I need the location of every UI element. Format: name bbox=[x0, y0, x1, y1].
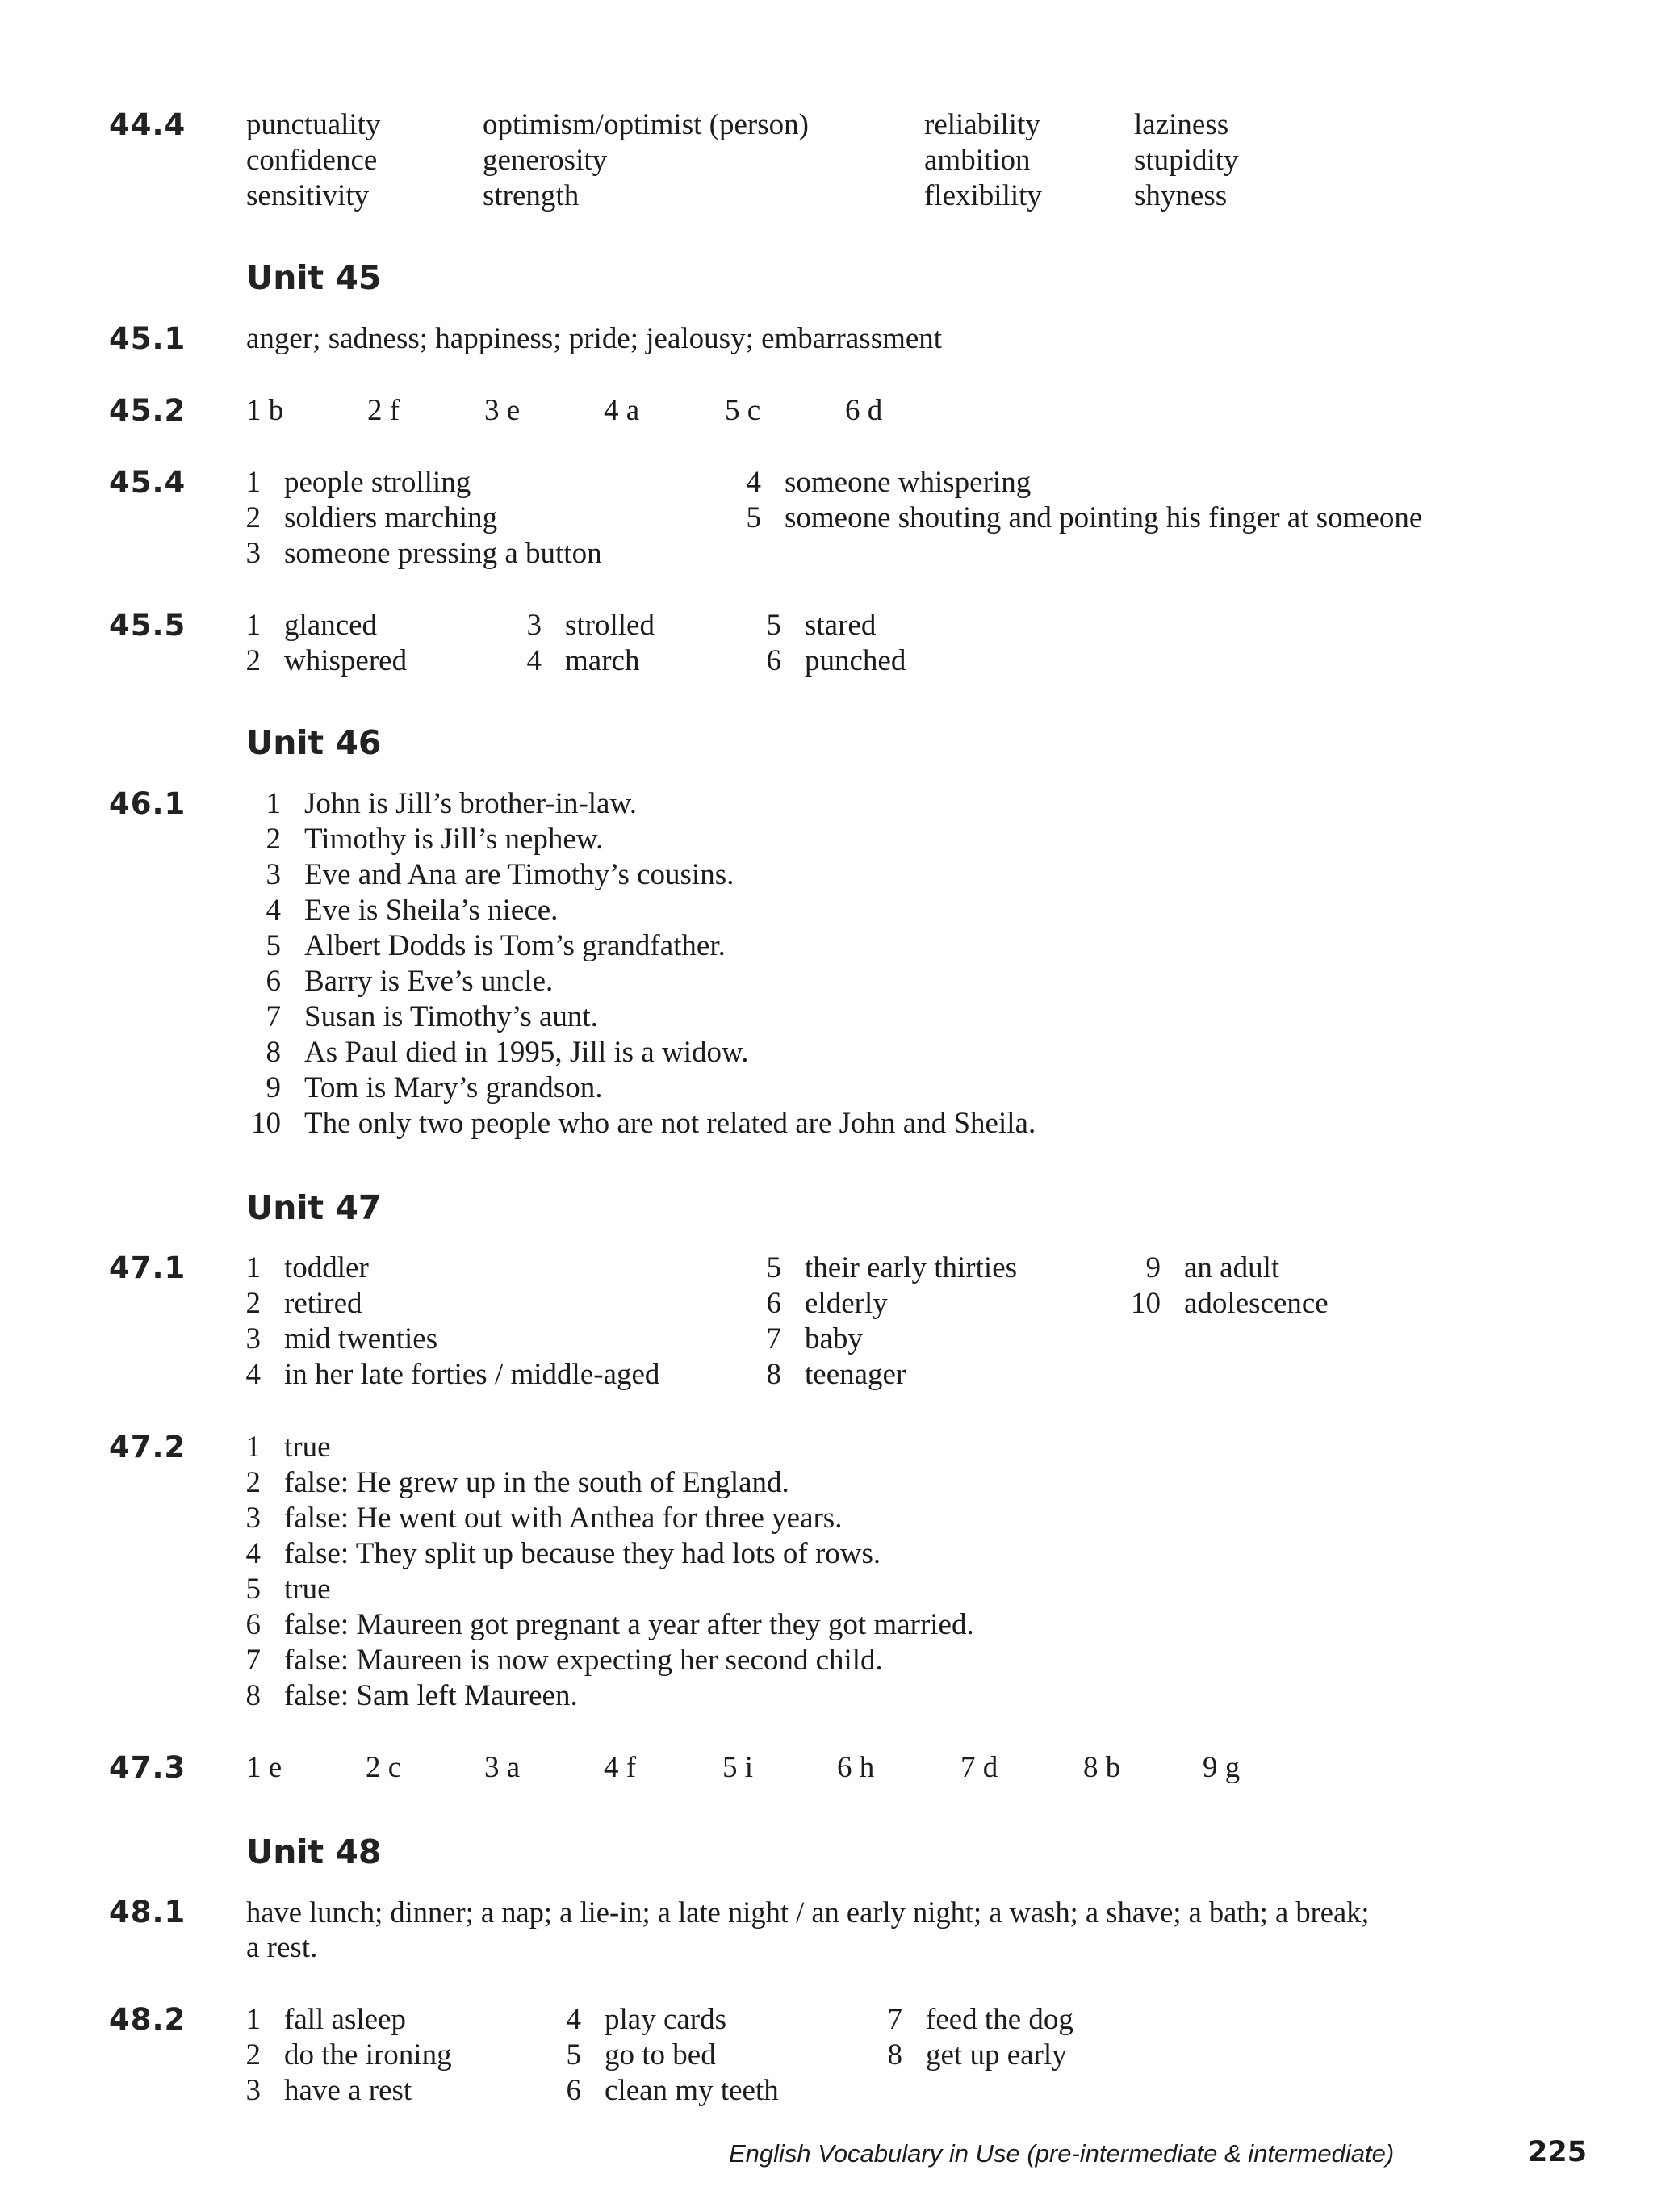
answer-text: adolescence bbox=[1184, 1287, 1329, 1320]
answer-item: 9 g bbox=[1203, 1751, 1241, 1784]
answer-item: 5 i bbox=[722, 1751, 754, 1784]
item-number: 10 bbox=[251, 1107, 281, 1140]
answer-text: their early thirties bbox=[805, 1251, 1018, 1284]
exercise-label-45-5: 45.5 bbox=[109, 608, 186, 643]
answer-text: do the ironing bbox=[284, 2038, 452, 2072]
item-number: 7 bbox=[766, 1322, 781, 1355]
item-number: 3 bbox=[245, 537, 261, 570]
item-number: 5 bbox=[566, 2038, 581, 2072]
answer-text: true bbox=[284, 1573, 331, 1606]
answer-text: feed the dog bbox=[926, 2003, 1073, 2036]
answer-text: Eve is Sheila’s niece. bbox=[304, 894, 559, 927]
item-number: 2 bbox=[245, 1466, 261, 1499]
answer-text: get up early bbox=[926, 2038, 1067, 2072]
item-number: 5 bbox=[266, 929, 281, 962]
answer-text: John is Jill’s brother-in-law. bbox=[304, 787, 638, 820]
word: reliability bbox=[924, 108, 1040, 141]
answer-item: 5 c bbox=[725, 394, 761, 427]
answer-text: Albert Dodds is Tom’s grandfather. bbox=[304, 929, 726, 962]
item-number: 1 bbox=[245, 1431, 261, 1464]
item-number: 8 bbox=[266, 1036, 281, 1069]
exercise-label-44-4: 44.4 bbox=[109, 107, 186, 142]
answer-text: stared bbox=[805, 609, 877, 642]
item-number: 7 bbox=[266, 1000, 281, 1033]
item-number: 2 bbox=[245, 1287, 261, 1320]
exercise-label-45-4: 45.4 bbox=[109, 465, 186, 500]
answer-text: play cards bbox=[605, 2003, 727, 2036]
word: laziness bbox=[1134, 108, 1229, 141]
word: shyness bbox=[1134, 179, 1228, 212]
answer-item: 2 c bbox=[366, 1751, 402, 1784]
item-number: 6 bbox=[266, 965, 281, 998]
item-number: 8 bbox=[887, 2038, 902, 2072]
item-number: 10 bbox=[1131, 1287, 1161, 1320]
answer-text: have lunch; dinner; a nap; a lie-in; a late night / an early night; a wash; a shave; a bath; a break; bbox=[246, 1896, 1370, 1929]
answer-item: 4 f bbox=[604, 1751, 637, 1784]
answer-text: people strolling bbox=[284, 466, 471, 499]
answer-text: false: He went out with Anthea for three years. bbox=[284, 1502, 843, 1535]
item-number: 4 bbox=[245, 1358, 261, 1391]
word: flexibility bbox=[924, 179, 1042, 212]
exercise-label-45-1: 45.1 bbox=[109, 321, 186, 356]
answer-text: an adult bbox=[1184, 1251, 1280, 1284]
answer-item: 2 f bbox=[367, 394, 400, 427]
answer-item: 8 b bbox=[1083, 1751, 1121, 1784]
answer-text: As Paul died in 1995, Jill is a widow. bbox=[304, 1036, 749, 1069]
unit-heading-48: Unit 48 bbox=[246, 1833, 382, 1871]
item-number: 4 bbox=[566, 2003, 581, 2036]
item-number: 5 bbox=[766, 1251, 781, 1284]
answer-text: false: Maureen is now expecting her second child. bbox=[284, 1644, 883, 1677]
answer-item: 3 e bbox=[484, 394, 521, 427]
answer-text: someone shouting and pointing his finger at someone bbox=[785, 501, 1423, 534]
answer-text: punched bbox=[805, 644, 906, 677]
word: generosity bbox=[483, 144, 608, 177]
unit-heading-46: Unit 46 bbox=[246, 723, 382, 762]
book-title-footer: English Vocabulary in Use (pre-intermediate & intermediate) bbox=[729, 2139, 1395, 2168]
answer-text: Barry is Eve’s uncle. bbox=[304, 965, 554, 998]
item-number: 3 bbox=[245, 1502, 261, 1535]
item-number: 1 bbox=[245, 609, 261, 642]
answer-text: teenager bbox=[805, 1358, 906, 1391]
answer-text: true bbox=[284, 1431, 331, 1464]
item-number: 9 bbox=[1145, 1251, 1161, 1284]
unit-heading-47: Unit 47 bbox=[246, 1188, 382, 1227]
page-number: 225 bbox=[1528, 2136, 1588, 2168]
item-number: 7 bbox=[887, 2003, 902, 2036]
answer-text: mid twenties bbox=[284, 1322, 438, 1355]
answer-item: 1 b bbox=[246, 394, 284, 427]
item-number: 9 bbox=[266, 1071, 281, 1104]
exercise-label-45-2: 45.2 bbox=[109, 393, 186, 428]
item-number: 2 bbox=[245, 2038, 261, 2072]
item-number: 6 bbox=[766, 1287, 781, 1320]
answer-text: a rest. bbox=[246, 1931, 318, 1964]
item-number: 2 bbox=[245, 644, 261, 677]
item-number: 1 bbox=[245, 466, 261, 499]
answer-item: 6 d bbox=[845, 394, 883, 427]
item-number: 3 bbox=[245, 2074, 261, 2107]
answer-text: have a rest bbox=[284, 2074, 412, 2107]
answer-item: 6 h bbox=[837, 1751, 875, 1784]
item-number: 1 bbox=[245, 2003, 261, 2036]
answer-item: 4 a bbox=[604, 394, 640, 427]
item-number: 8 bbox=[766, 1358, 781, 1391]
unit-heading-45: Unit 45 bbox=[246, 258, 382, 297]
answer-text: The only two people who are not related are John and Sheila. bbox=[304, 1107, 1036, 1140]
answer-text: toddler bbox=[284, 1251, 369, 1284]
answer-text: anger; sadness; happiness; pride; jealousy; embarrassment bbox=[246, 322, 943, 355]
answer-text: elderly bbox=[805, 1287, 888, 1320]
answer-text: Eve and Ana are Timothy’s cousins. bbox=[304, 858, 734, 891]
answer-text: Susan is Timothy’s aunt. bbox=[304, 1000, 598, 1033]
answer-text: fall asleep bbox=[284, 2003, 406, 2036]
word: stupidity bbox=[1134, 144, 1239, 177]
item-number: 1 bbox=[245, 1251, 261, 1284]
item-number: 8 bbox=[245, 1679, 261, 1712]
item-number: 5 bbox=[245, 1573, 261, 1606]
answer-text: false: Sam left Maureen. bbox=[284, 1679, 578, 1712]
word: strength bbox=[483, 179, 580, 212]
item-number: 3 bbox=[245, 1322, 261, 1355]
answer-text: false: They split up because they had lots of rows. bbox=[284, 1537, 881, 1570]
exercise-label-47-3: 47.3 bbox=[109, 1750, 186, 1785]
answer-text: soldiers marching bbox=[284, 501, 498, 534]
answer-item: 1 e bbox=[246, 1751, 282, 1784]
word: punctuality bbox=[246, 108, 381, 141]
answer-text: baby bbox=[805, 1322, 863, 1355]
exercise-label-47-2: 47.2 bbox=[109, 1430, 186, 1464]
answer-text: someone pressing a button bbox=[284, 537, 602, 570]
exercise-label-47-1: 47.1 bbox=[109, 1251, 186, 1285]
answer-text: clean my teeth bbox=[605, 2074, 779, 2107]
item-number: 3 bbox=[526, 609, 542, 642]
answer-text: whispered bbox=[284, 644, 408, 677]
answer-text: glanced bbox=[284, 609, 378, 642]
answer-item: 7 d bbox=[960, 1751, 998, 1784]
exercise-label-48-2: 48.2 bbox=[109, 2002, 186, 2037]
word: confidence bbox=[246, 144, 378, 177]
exercise-label-46-1: 46.1 bbox=[109, 786, 186, 821]
answer-text: Timothy is Jill’s nephew. bbox=[304, 823, 604, 856]
exercise-label-48-1: 48.1 bbox=[109, 1895, 186, 1929]
answer-text: in her late forties / middle-aged bbox=[284, 1358, 660, 1391]
item-number: 2 bbox=[245, 501, 261, 534]
item-number: 4 bbox=[245, 1537, 261, 1570]
word: optimism/optimist (person) bbox=[483, 108, 809, 141]
item-number: 7 bbox=[245, 1644, 261, 1677]
answer-text: false: He grew up in the south of England. bbox=[284, 1466, 789, 1499]
item-number: 5 bbox=[766, 609, 781, 642]
word: ambition bbox=[924, 144, 1031, 177]
item-number: 6 bbox=[245, 1608, 261, 1641]
item-number: 3 bbox=[266, 858, 281, 891]
item-number: 4 bbox=[526, 644, 542, 677]
item-number: 4 bbox=[746, 466, 761, 499]
answer-text: someone whispering bbox=[785, 466, 1032, 499]
item-number: 5 bbox=[746, 501, 761, 534]
answer-text: go to bed bbox=[605, 2038, 716, 2072]
answer-text: retired bbox=[284, 1287, 362, 1320]
item-number: 4 bbox=[266, 894, 281, 927]
answer-text: Tom is Mary’s grandson. bbox=[304, 1071, 603, 1104]
item-number: 2 bbox=[266, 823, 281, 856]
item-number: 1 bbox=[266, 787, 281, 820]
item-number: 6 bbox=[766, 644, 781, 677]
answer-text: false: Maureen got pregnant a year after they got married. bbox=[284, 1608, 974, 1641]
answer-item: 3 a bbox=[484, 1751, 521, 1784]
word: sensitivity bbox=[246, 179, 370, 212]
answer-text: march bbox=[565, 644, 640, 677]
item-number: 6 bbox=[566, 2074, 581, 2107]
answer-text: strolled bbox=[565, 609, 655, 642]
